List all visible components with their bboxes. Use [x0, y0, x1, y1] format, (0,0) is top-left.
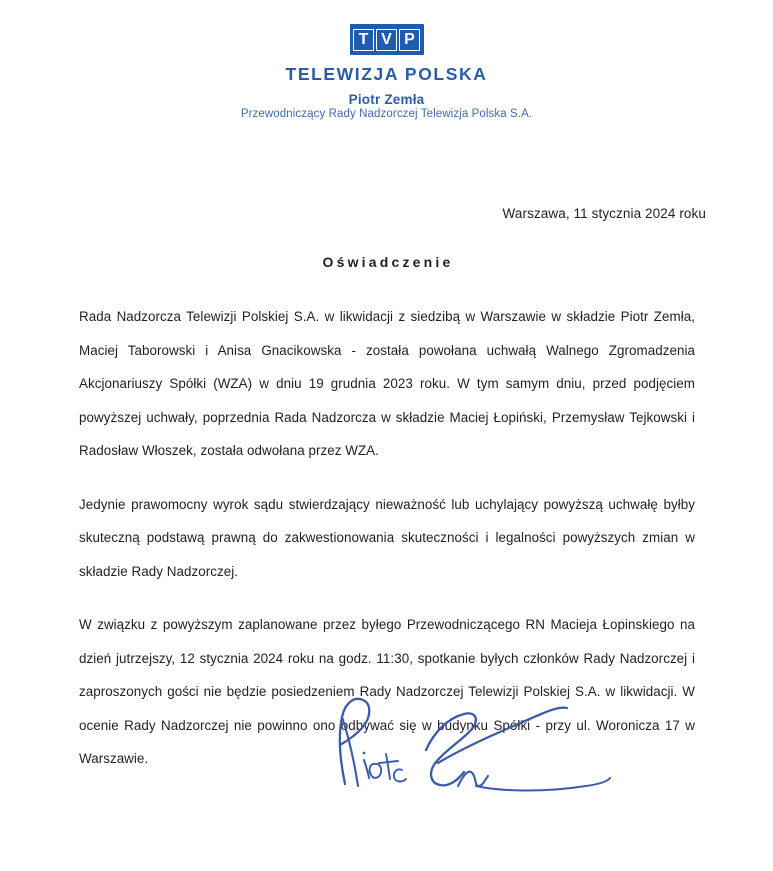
paragraph-2: Jedynie prawomocny wyrok sądu stwierdzający nieważność lub uchylający powyższą uchwałę byłby skuteczną podstawą prawną do zakwestionowania skuteczności i legalności powyższych zmian w składzie Rady Nadzorczej. — [79, 496, 695, 579]
logo-wrap — [0, 24, 773, 55]
date-line: Warszawa, 11 stycznia 2024 roku — [502, 206, 706, 221]
tvp-logo — [350, 24, 424, 55]
paragraph-1: Rada Nadzorcza Telewizji Polskiej S.A. w likwidacji z siedzibą w Warszawie w składzie Piotr Zemła, Maciej Taborowski i Anisa Gnacikowska - została powołana uchwałą Walnego Zgromadzenia Akcjonariuszy Spółki (WZA) w dniu 19 grudnia 2023 roku. W tym samym dniu, przed podjęciem powyższej uchwały, poprzednia Rada Nadzorcza w składzie Maciej Łopiński, Przemysław Tejkowski i Radosław Włoszek, została odwołana przez WZA. — [79, 309, 695, 458]
brand-name: TELEWIZJA POLSKA — [285, 64, 488, 84]
tvp-logo-letter-t: T — [353, 29, 374, 51]
tvp-logo-letter-v: V — [376, 29, 397, 51]
page-title: Oświadczenie — [322, 254, 454, 270]
letterhead — [0, 0, 773, 120]
paragraph-3: W związku z powyższym zaplanowane przez byłego Przewodniczącego RN Macieja Łopinskiego na dzień jutrzejszy, 12 stycznia 2024 roku na godz. 11:30, spotkanie byłych członków Rady Nadzorczej i zaproszonych gości nie będzie posiedzeniem Rady Nadzorczej Telewizji Polskiej S.A. w likwidacji. W ocenie Rady Nadzorczej nie powinno ono odbywać się w budynku Spółki - przy ul. Woronicza 17 w Warszawie. — [79, 617, 695, 766]
signature-area — [318, 690, 638, 810]
handwritten-signature — [318, 690, 638, 810]
signatory-name: Piotr Zemła — [348, 92, 425, 107]
signatory-role: Przewodniczący Rady Nadzorczej Telewizja Polska S.A. — [240, 108, 533, 120]
tvp-logo-letter-p: P — [399, 29, 420, 51]
